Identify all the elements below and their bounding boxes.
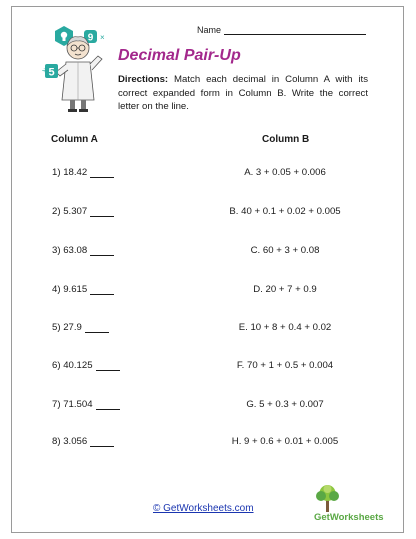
svg-text:9: 9 [87,32,94,44]
answer-blank[interactable] [90,169,114,178]
column-a-item: 4) 9.615 [52,284,114,295]
multiply-icon: × [100,33,105,42]
column-b-heading: Column B [262,134,310,145]
column-b-item: F. 70 + 1 + 0.5 + 0.004 [236,360,334,371]
column-a-item: 6) 40.125 [52,360,120,371]
answer-blank[interactable] [90,286,114,295]
column-a-item: 8) 3.056 [52,436,114,447]
column-a-item: 3) 63.08 [52,245,114,256]
answer-blank[interactable] [85,324,109,333]
name-blank-line [224,25,366,35]
getworksheets-logo [312,484,390,524]
mascot-illustration [42,24,110,116]
column-b-item: H. 9 + 0.6 + 0.01 + 0.005 [231,436,339,447]
column-b-item: E. 10 + 8 + 0.4 + 0.02 [238,322,332,333]
worksheet-title: Decimal Pair-Up [118,47,241,64]
column-b-item: C. 60 + 3 + 0.08 [250,245,320,256]
name-label: Name [197,25,222,35]
column-a-heading: Column A [51,134,98,145]
column-b-item: G. 5 + 0.3 + 0.007 [246,399,324,410]
directions-body: Match each decimal in Column A with its correct expanded form in Column B. Write the correct letter on the line. [118,74,368,112]
answer-blank[interactable] [96,362,120,371]
column-a-item: 1) 18.42 [52,167,114,178]
column-a-item: 5) 27.9 [52,322,109,333]
directions-label: Directions: [118,74,169,85]
answer-blank[interactable] [96,401,120,410]
column-b-item: A. 3 + 0.05 + 0.006 [244,167,326,178]
svg-text:GetWorksheets: GetWorksheets [314,512,384,523]
answer-blank[interactable] [90,247,114,256]
answer-blank[interactable] [90,438,114,447]
svg-text:5: 5 [48,66,55,79]
column-b-item: D. 20 + 7 + 0.9 [253,284,317,295]
divide-icon: ÷ [42,66,47,75]
name-field [197,25,366,35]
getworksheets-link[interactable]: © GetWorksheets.com [153,503,254,514]
directions-text [118,73,368,114]
answer-blank[interactable] [90,208,114,217]
column-b-item: B. 40 + 0.1 + 0.02 + 0.005 [229,206,341,217]
column-a-item: 2) 5.307 [52,206,114,217]
column-a-item: 7) 71.504 [52,399,120,410]
